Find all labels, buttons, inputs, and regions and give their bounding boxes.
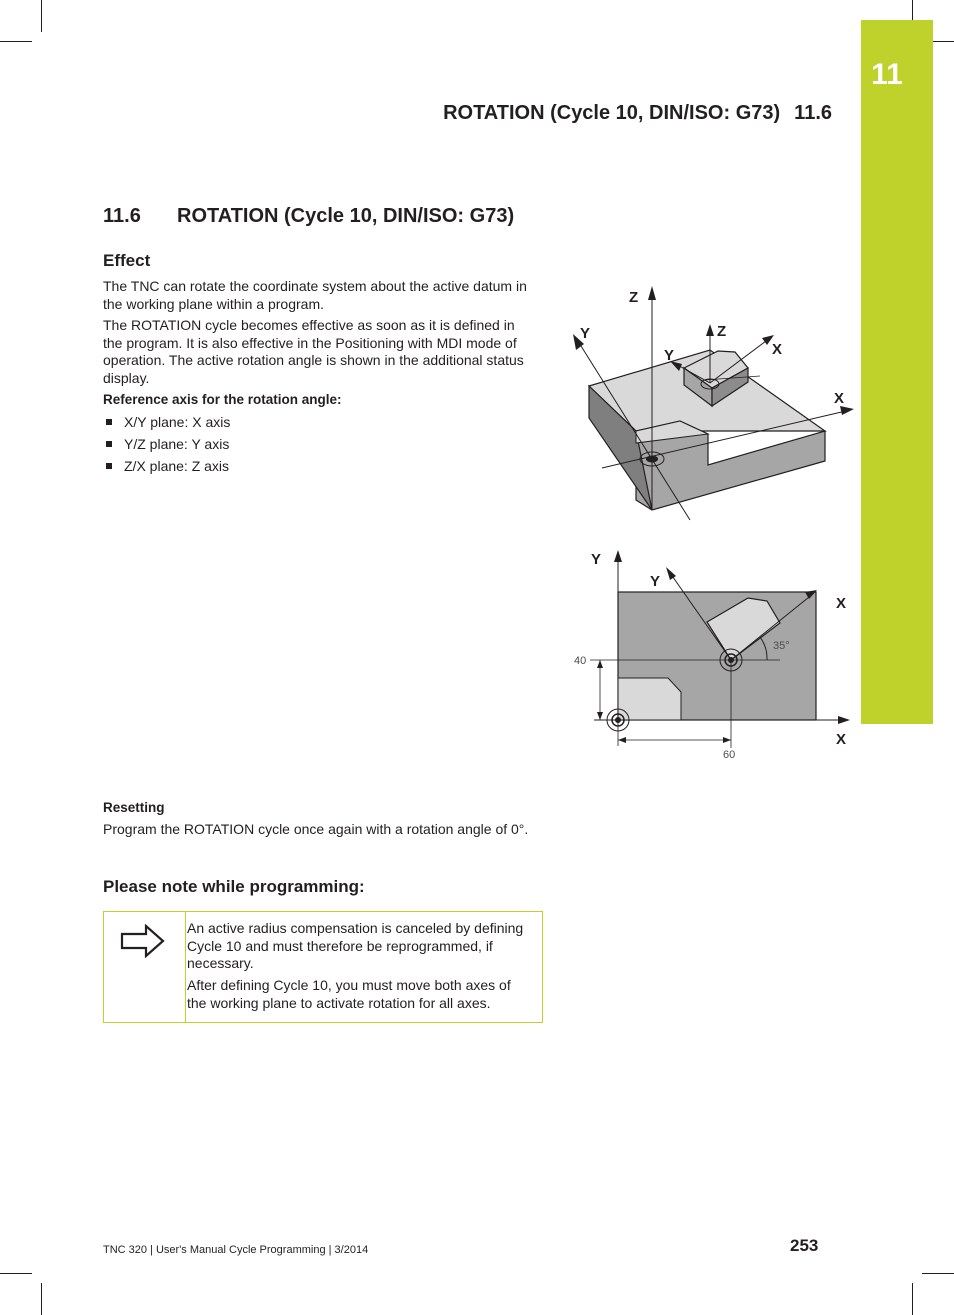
- dim-x-label: 60: [723, 749, 736, 761]
- label-z-main: Z: [629, 289, 639, 306]
- dim-y-label: 40: [574, 655, 587, 667]
- label-x-rotated: X: [772, 341, 783, 358]
- section-title-text: ROTATION (Cycle 10, DIN/ISO: G73): [177, 205, 515, 227]
- label-x-rotated: X: [836, 595, 847, 612]
- rotation-3d-figure: [560, 278, 860, 528]
- label-x-main: X: [834, 390, 845, 407]
- resetting-text: Program the ROTATION cycle once again with a rotation angle of 0°.: [103, 821, 529, 837]
- label-y-rotated: Y: [650, 573, 661, 590]
- angle-label: 35°: [773, 640, 790, 652]
- chapter-tab: [861, 20, 933, 724]
- dim-arrow-icon: [597, 660, 603, 668]
- y-rotated-arrow-icon: [666, 567, 676, 580]
- reference-axis-label: Reference axis for the rotation angle:: [103, 392, 342, 407]
- note-text-2: After defining Cycle 10, you must move both axes of the working plane to activate rotation for all axes.: [187, 977, 511, 1011]
- dim-arrow-icon: [618, 737, 626, 743]
- effect-paragraph-1: The TNC can rotate the coordinate system about the active datum in the working plane within a program.: [103, 278, 527, 312]
- datum-marker-center-icon: [646, 456, 658, 463]
- bullet-square-icon: [106, 463, 112, 469]
- label-x-main: X: [836, 731, 847, 748]
- label-y-rotated: Y: [664, 347, 675, 364]
- list-item: [106, 435, 230, 457]
- x-axis-arrow-icon: [838, 716, 850, 724]
- programming-note-heading: Please note while programming:: [103, 877, 365, 896]
- section-number: 11.6: [103, 205, 141, 227]
- section-title: [103, 205, 515, 228]
- dim-arrow-icon: [723, 737, 731, 743]
- bullet-square-icon: [106, 419, 112, 425]
- note-divider: [185, 912, 186, 1022]
- z-rotated-arrow-icon: [706, 324, 714, 336]
- label-z-rotated: Z: [717, 323, 727, 340]
- running-head: [380, 102, 832, 125]
- footer-text: TNC 320 | User's Manual Cycle Programming | 3/2014: [103, 1244, 369, 1256]
- crop-mark: [41, 0, 42, 32]
- running-head-section: 11.6: [794, 102, 832, 124]
- resetting-heading: Resetting: [103, 800, 165, 815]
- datum-center-icon: [615, 717, 621, 723]
- x-axis-arrow-icon: [840, 406, 854, 415]
- reference-axis-list: [106, 413, 230, 479]
- crop-mark: [0, 1273, 32, 1274]
- z-axis-arrow-icon: [648, 286, 656, 300]
- chapter-number: 11: [871, 58, 903, 91]
- list-item: [106, 413, 230, 435]
- running-head-title: ROTATION (Cycle 10, DIN/ISO: G73): [443, 102, 781, 124]
- rotation-2d-figure: [560, 540, 860, 765]
- effect-paragraph-2: The ROTATION cycle becomes effective as soon as it is defined in the program. It is also effective in the Positioning with MDI mode of operation. The active rotation angle is shown in the additional status display.: [103, 317, 524, 386]
- note-text-1: An active radius compensation is canceled by defining Cycle 10 and must therefore be reprogrammed, if necessary.: [187, 920, 524, 971]
- note-box: [103, 911, 543, 1023]
- list-item-text: Z/X plane: Z axis: [124, 458, 230, 474]
- label-y-main: Y: [580, 325, 591, 342]
- effect-heading: Effect: [103, 251, 151, 270]
- list-item: [106, 457, 230, 479]
- crop-mark: [0, 41, 32, 42]
- arrow-right-icon: [120, 924, 166, 958]
- list-item-text: X/Y plane: X axis: [124, 414, 231, 430]
- label-y-main: Y: [591, 551, 602, 568]
- crop-mark: [912, 1283, 913, 1315]
- crop-mark: [912, 0, 913, 20]
- y-axis-arrow-icon: [614, 550, 622, 562]
- rotated-datum-center-icon: [728, 657, 734, 663]
- list-item-text: Y/Z plane: Y axis: [124, 436, 230, 452]
- crop-mark: [922, 1273, 954, 1274]
- page-number: 253: [790, 1236, 819, 1255]
- crop-mark: [41, 1283, 42, 1315]
- dim-arrow-icon: [597, 712, 603, 720]
- bullet-square-icon: [106, 441, 112, 447]
